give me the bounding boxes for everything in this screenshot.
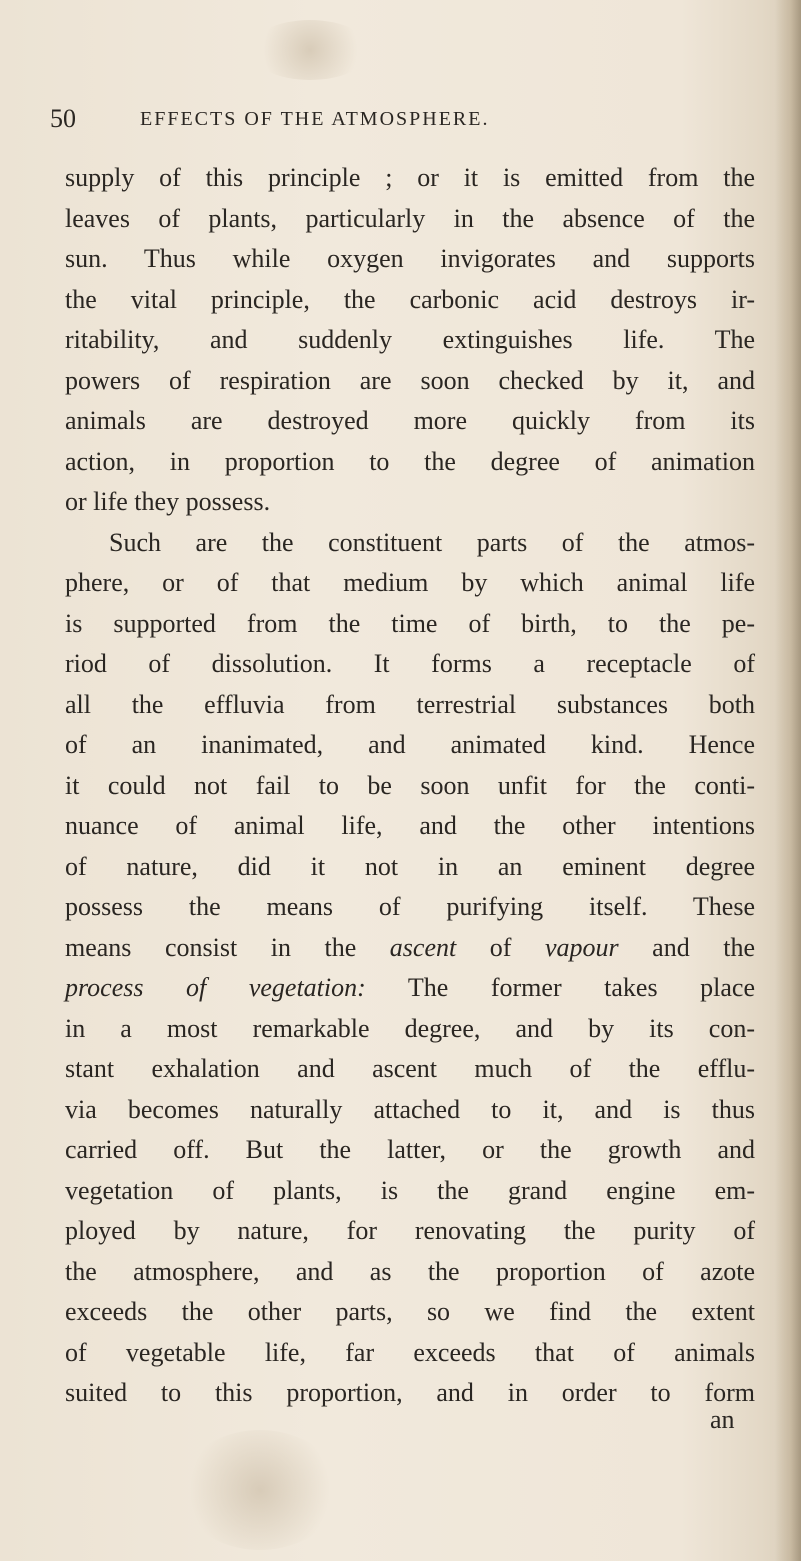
text-line: suited to this proportion, and in order to form: [65, 1378, 755, 1407]
text-line: vegetation of plants, is the grand engine em-: [65, 1175, 755, 1205]
text-line: of vegetable life, far exceeds that of animals: [65, 1337, 755, 1367]
text-line: it could not fail to be soon unfit for the conti-: [65, 770, 755, 800]
text-line: sun. Thus while oxygen invigorates and supports: [65, 244, 755, 273]
text-line-mixed: [65, 968, 755, 1009]
foxing-stain: [250, 20, 370, 80]
text-line: is supported from the time of birth, to the pe-: [65, 608, 755, 638]
text-line: possess the means of purifying itself. These: [65, 892, 755, 921]
page-number: 50: [50, 104, 76, 133]
page-header: [50, 104, 750, 144]
text-fragment: and the: [618, 932, 755, 962]
text-line: powers of respiration are soon checked by it, and: [65, 365, 755, 395]
text-line: the vital principle, the carbonic acid destroys ir-: [65, 284, 755, 314]
text-fragment: means consist in the: [65, 932, 357, 962]
text-line: exceeds the other parts, so we find the extent: [65, 1297, 755, 1326]
running-head: EFFECTS OF THE ATMOSPHERE.: [140, 108, 490, 130]
text-line: Such are the constituent parts of the atmos-: [109, 527, 755, 557]
italic-vapour: vapour: [544, 932, 619, 962]
text-line: the atmosphere, and as the proportion of azote: [65, 1256, 755, 1286]
text-line: action, in proportion to the degree of animation: [65, 446, 755, 476]
text-line: phere, or of that medium by which animal life: [65, 568, 755, 597]
text-fragment: of: [456, 932, 545, 962]
foxing-stain: [180, 1430, 340, 1550]
text-line: supply of this principle ; or it is emitted from the: [65, 163, 755, 192]
page-edge-shadow: [775, 0, 801, 1561]
italic-process-of-vegetation: process of vegetation:: [65, 973, 366, 1002]
text-line: ritability, and suddenly extinguishes life. The: [65, 325, 755, 354]
text-line: in a most remarkable degree, and by its con-: [65, 1013, 755, 1043]
text-line: of an inanimated, and animated kind. Hence: [65, 730, 755, 759]
text-line: of nature, did it not in an eminent degree: [65, 851, 755, 881]
text-line: nuance of animal life, and the other intentions: [65, 811, 755, 840]
catchword: an: [710, 1405, 735, 1434]
text-line: riod of dissolution. It forms a receptacle of: [65, 649, 755, 678]
body-text: [65, 158, 755, 1414]
text-line: carried off. But the latter, or the growth and: [65, 1135, 755, 1164]
text-fragment: The former takes place: [365, 973, 755, 1002]
italic-ascent: ascent: [389, 932, 457, 962]
text-line-mixed: [65, 928, 755, 969]
text-line: via becomes naturally attached to it, and is thus: [65, 1094, 755, 1124]
text-line: stant exhalation and ascent much of the efflu-: [65, 1054, 755, 1083]
text-line: ployed by nature, for renovating the purity of: [65, 1216, 755, 1245]
text-line: or life they possess.: [65, 487, 271, 516]
text-line: leaves of plants, particularly in the absence of the: [65, 203, 755, 233]
text-line: animals are destroyed more quickly from its: [65, 406, 755, 435]
text-line: all the effluvia from terrestrial substances both: [65, 689, 755, 719]
